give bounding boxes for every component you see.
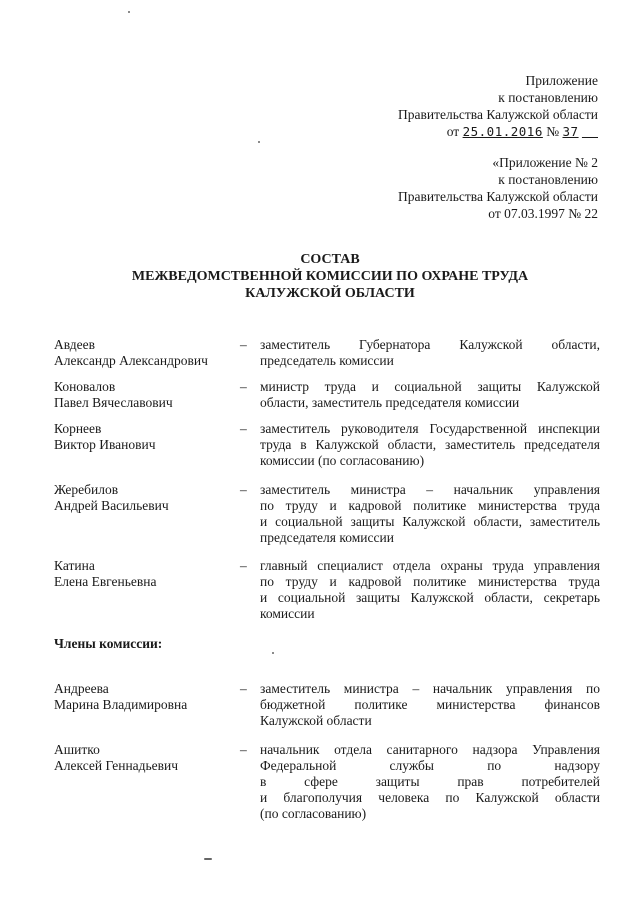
member-given-name: Елена Евгеньевна bbox=[54, 574, 157, 589]
appendix-current-block bbox=[398, 72, 598, 140]
member-surname: Коновалов bbox=[54, 379, 116, 394]
appendix-current-line1: Приложение bbox=[525, 73, 598, 88]
role-line: по труду и кадровой политике министерства труда bbox=[260, 498, 600, 513]
role-line: заместитель министра – начальник управления по bbox=[260, 681, 600, 696]
member-surname: Андреева bbox=[54, 681, 109, 696]
member-role bbox=[260, 482, 600, 546]
number-prefix: № bbox=[546, 124, 560, 139]
role-line: заместитель министра – начальник управления bbox=[260, 482, 600, 497]
role-line: заместитель Губернатора Калужской области, bbox=[260, 337, 600, 352]
member-name bbox=[54, 558, 244, 590]
member-role bbox=[260, 421, 600, 469]
member-given-name: Павел Вячеславович bbox=[54, 395, 173, 410]
number-value: 37 bbox=[562, 124, 579, 139]
date-value: 25.01.2016 bbox=[462, 124, 543, 139]
member-role bbox=[260, 558, 600, 622]
dash: – bbox=[240, 482, 247, 497]
role-line: бюджетной политике министерства финансов bbox=[260, 697, 600, 712]
member-role bbox=[260, 742, 600, 822]
member-name bbox=[54, 379, 244, 411]
title-line2: МЕЖВЕДОМСТВЕННОЙ КОМИССИИ ПО ОХРАНЕ ТРУДА bbox=[131, 269, 529, 284]
member-surname: Катина bbox=[54, 558, 95, 573]
role-line: министр труда и социальной защиты Калужской bbox=[260, 379, 600, 394]
role-line: начальник отдела санитарного надзора Управления bbox=[260, 742, 600, 757]
appendix-current-date-line bbox=[398, 123, 598, 140]
scan-speck bbox=[128, 11, 130, 13]
dash: – bbox=[240, 742, 247, 757]
member-surname: Жеребилов bbox=[54, 482, 119, 497]
appendix-current-line3: Правительства Калужской области bbox=[397, 107, 598, 122]
scan-speck bbox=[204, 858, 212, 860]
member-given-name: Алексей Геннадьевич bbox=[54, 758, 179, 773]
member-name bbox=[54, 482, 244, 514]
member-given-name: Андрей Васильевич bbox=[54, 498, 169, 513]
dash: – bbox=[240, 681, 247, 696]
document-title bbox=[60, 251, 600, 302]
role-line: комиссии bbox=[260, 606, 315, 621]
scan-speck bbox=[258, 141, 260, 143]
member-given-name: Марина Владимировна bbox=[54, 697, 188, 712]
appendix-original-line1: «Приложение № 2 bbox=[492, 155, 598, 170]
member-role bbox=[260, 681, 600, 729]
appendix-current-line2: к постановлению bbox=[498, 90, 598, 105]
role-line: председателя комиссии bbox=[260, 530, 394, 545]
dash: – bbox=[240, 558, 247, 573]
appendix-original-block bbox=[398, 154, 598, 222]
member-name bbox=[54, 337, 244, 369]
appendix-original-line4: от 07.03.1997 № 22 bbox=[488, 206, 598, 221]
dash: – bbox=[240, 337, 247, 352]
member-name bbox=[54, 681, 244, 713]
title-line3: КАЛУЖСКОЙ ОБЛАСТИ bbox=[245, 286, 415, 301]
appendix-original-line3: Правительства Калужской области bbox=[397, 189, 598, 204]
role-line: главный специалист отдела охраны труда управления bbox=[260, 558, 600, 573]
scan-speck bbox=[272, 652, 274, 654]
role-line: области, заместитель председателя комиссии bbox=[260, 395, 520, 410]
role-line: по труду и кадровой политике министерства труда bbox=[260, 574, 600, 589]
member-name bbox=[54, 421, 244, 453]
role-line: и благополучия человека по Калужской области bbox=[260, 790, 600, 805]
member-surname: Авдеев bbox=[54, 337, 96, 352]
role-line: председатель комиссии bbox=[260, 353, 394, 368]
role-line: и социальной защиты Калужской области, заместитель bbox=[260, 514, 600, 529]
role-line: Федеральной службы по надзору bbox=[260, 758, 600, 773]
appendix-original-line2: к постановлению bbox=[498, 172, 598, 187]
role-line: и социальной защиты Калужской области, секретарь bbox=[260, 590, 600, 605]
member-role bbox=[260, 379, 600, 411]
member-role bbox=[260, 337, 600, 369]
member-surname: Ашитко bbox=[54, 742, 100, 757]
dash: – bbox=[240, 421, 247, 436]
role-line: (по согласованию) bbox=[260, 806, 367, 821]
member-name bbox=[54, 742, 244, 774]
role-line: труда в Калужской области, заместитель председателя bbox=[260, 437, 600, 452]
member-given-name: Александр Александрович bbox=[54, 353, 208, 368]
members-heading: Члены комиссии: bbox=[54, 636, 163, 651]
member-given-name: Виктор Иванович bbox=[54, 437, 156, 452]
date-prefix: от bbox=[446, 124, 460, 139]
member-surname: Корнеев bbox=[54, 421, 102, 436]
dash: – bbox=[240, 379, 247, 394]
title-line1: СОСТАВ bbox=[300, 252, 360, 267]
role-line: в сфере защиты прав потребителей bbox=[260, 774, 600, 789]
role-line: Калужской области bbox=[260, 713, 372, 728]
role-line: комиссии (по согласованию) bbox=[260, 453, 425, 468]
role-line: заместитель руководителя Государственной инспекции bbox=[260, 421, 600, 436]
